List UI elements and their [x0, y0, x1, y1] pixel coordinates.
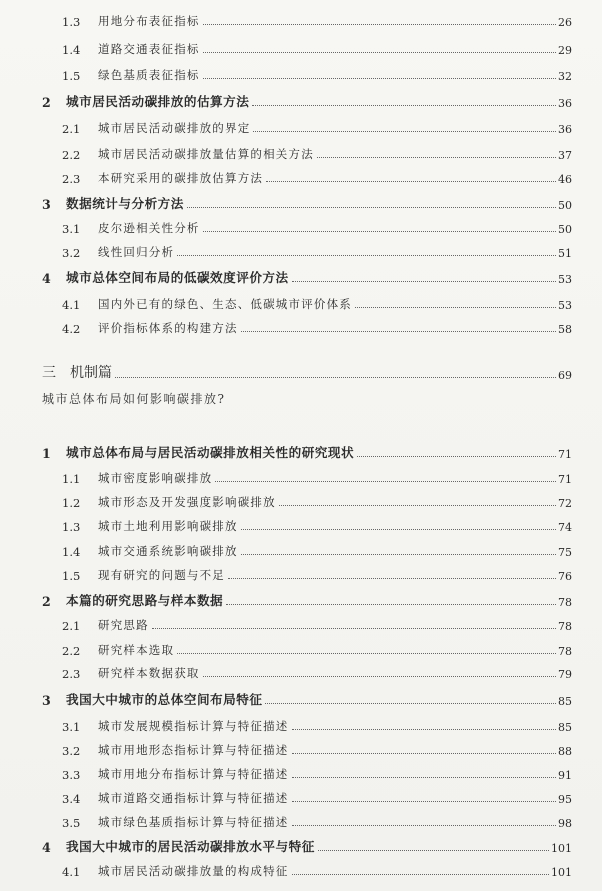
dot-leader — [292, 873, 550, 875]
toc-page-number: 53 — [558, 299, 572, 312]
toc-page-number: 85 — [558, 721, 572, 734]
toc-page-number: 91 — [558, 769, 572, 782]
toc-number: 3 — [42, 693, 51, 708]
dot-leader — [215, 480, 556, 482]
toc-title: 我国大中城市的总体空间布局特征 — [66, 692, 263, 707]
toc-page-number: 26 — [558, 16, 572, 29]
toc-page-number: 78 — [558, 620, 572, 633]
toc-page-number: 58 — [558, 323, 572, 336]
toc-title: 皮尔逊相关性分析 — [98, 221, 200, 235]
toc-page-number: 79 — [558, 668, 572, 681]
dot-leader — [203, 675, 556, 677]
toc-section[interactable] — [0, 636, 602, 658]
toc-title: 城市发展规模指标计算与特征描述 — [98, 719, 289, 733]
toc-page-number: 78 — [558, 596, 572, 609]
dot-leader — [203, 230, 556, 232]
toc-number: 2.2 — [62, 644, 81, 658]
toc-page-number: 88 — [558, 745, 572, 758]
toc-page-number: 85 — [558, 695, 572, 708]
toc-number: 3 — [42, 197, 51, 212]
toc-section[interactable] — [0, 114, 602, 136]
part-subtitle: 城市总体布局如何影响碳排放? — [42, 392, 226, 406]
toc-section[interactable] — [0, 760, 602, 782]
toc-title: 绿色基质表征指标 — [98, 68, 200, 82]
dot-leader — [279, 504, 556, 506]
toc-number: 三 — [42, 365, 56, 381]
toc-chapter[interactable] — [0, 833, 602, 855]
toc-title: 城市总体布局与居民活动碳排放相关性的研究现状 — [66, 445, 355, 460]
toc-number: 4.2 — [62, 322, 81, 336]
toc-section[interactable] — [0, 611, 602, 633]
toc-title: 本篇的研究思路与样本数据 — [66, 593, 224, 608]
toc-page-number: 51 — [558, 247, 572, 260]
toc-number: 2.3 — [62, 172, 81, 186]
toc-title: 城市绿色基质指标计算与特征描述 — [98, 815, 289, 829]
toc-number: 1.3 — [62, 15, 81, 29]
toc-title: 研究样本选取 — [98, 643, 175, 657]
toc-page-number: 32 — [558, 70, 572, 83]
dot-leader — [177, 652, 556, 654]
toc-title: 用地分布表征指标 — [98, 14, 200, 28]
toc-title: 现有研究的问题与不足 — [98, 568, 225, 582]
toc-section[interactable] — [0, 314, 602, 336]
toc-page-number: 71 — [558, 473, 572, 486]
dot-leader — [253, 130, 556, 132]
toc-section[interactable] — [0, 238, 602, 260]
toc-title: 机制篇 — [70, 365, 112, 381]
toc-number: 4 — [42, 840, 51, 855]
dot-leader — [115, 376, 556, 378]
toc-section[interactable] — [0, 214, 602, 236]
toc-page-number: 95 — [558, 793, 572, 806]
dot-leader — [355, 306, 556, 308]
toc-number: 3.3 — [62, 768, 81, 782]
toc-section[interactable] — [0, 808, 602, 830]
toc-section[interactable] — [0, 61, 602, 83]
toc-chapter[interactable] — [0, 439, 602, 461]
toc-number: 1.5 — [62, 69, 81, 83]
dot-leader — [187, 206, 556, 208]
toc-chapter[interactable] — [0, 264, 602, 286]
toc-title: 数据统计与分析方法 — [66, 196, 184, 211]
toc-number: 2.1 — [62, 122, 81, 136]
toc-page-number: 76 — [558, 570, 572, 583]
toc-number: 2.2 — [62, 148, 81, 162]
toc-title: 城市用地形态指标计算与特征描述 — [98, 743, 289, 757]
toc-chapter[interactable] — [0, 686, 602, 708]
toc-section[interactable] — [0, 736, 602, 758]
toc-title: 城市密度影响碳排放 — [98, 471, 213, 485]
toc-number: 1.4 — [62, 43, 81, 57]
toc-page-number: 78 — [558, 645, 572, 658]
dot-leader — [266, 180, 556, 182]
toc-page-number: 50 — [558, 223, 572, 236]
toc-number: 4 — [42, 271, 51, 286]
dot-leader — [203, 51, 556, 53]
toc-part[interactable] — [0, 360, 602, 382]
toc-section[interactable] — [0, 659, 602, 681]
toc-title: 道路交通表征指标 — [98, 42, 200, 56]
toc-number: 1.5 — [62, 569, 81, 583]
toc-page-number: 50 — [558, 199, 572, 212]
toc-page-number: 36 — [558, 97, 572, 110]
toc-section[interactable] — [0, 35, 602, 57]
dot-leader — [241, 330, 556, 332]
toc-section[interactable] — [0, 561, 602, 583]
toc-section[interactable] — [0, 512, 602, 534]
toc-section[interactable] — [0, 857, 602, 879]
toc-section[interactable] — [0, 488, 602, 510]
toc-chapter[interactable] — [0, 587, 602, 609]
toc-page-number: 72 — [558, 497, 572, 510]
toc-number: 2 — [42, 95, 51, 110]
toc-number: 1.2 — [62, 496, 81, 510]
toc-section[interactable] — [0, 537, 602, 559]
toc-number: 3.1 — [62, 222, 81, 236]
dot-leader — [228, 577, 556, 579]
toc-number: 2.3 — [62, 667, 81, 681]
dot-leader — [318, 849, 549, 851]
dot-leader — [203, 23, 556, 25]
toc-page-number: 69 — [558, 369, 572, 382]
toc-number: 4.1 — [62, 865, 81, 879]
toc-section[interactable] — [0, 140, 602, 162]
toc-title: 城市形态及开发强度影响碳排放 — [98, 495, 276, 509]
toc-section[interactable] — [0, 784, 602, 806]
dot-leader — [252, 104, 556, 106]
toc-page-number: 101 — [551, 842, 572, 855]
toc-title: 我国大中城市的居民活动碳排放水平与特征 — [66, 839, 315, 854]
toc-title: 城市居民活动碳排放量的构成特征 — [98, 864, 289, 878]
toc-number: 1 — [42, 446, 51, 461]
dot-leader — [292, 280, 556, 282]
toc-title: 研究样本数据获取 — [98, 666, 200, 680]
dot-leader — [241, 553, 556, 555]
dot-leader — [292, 800, 557, 802]
toc-chapter[interactable] — [0, 190, 602, 212]
toc-title: 城市道路交通指标计算与特征描述 — [98, 791, 289, 805]
toc-number: 3.2 — [62, 246, 81, 260]
toc-title: 城市居民活动碳排放的界定 — [98, 121, 251, 135]
toc-chapter[interactable] — [0, 88, 602, 110]
toc-title: 城市用地分布指标计算与特征描述 — [98, 767, 289, 781]
dot-leader — [317, 156, 556, 158]
toc-number: 3.1 — [62, 720, 81, 734]
toc-number: 2.1 — [62, 619, 81, 633]
dot-leader — [177, 254, 556, 256]
toc-title: 研究思路 — [98, 618, 149, 632]
toc-section[interactable] — [0, 464, 602, 486]
toc-number: 3.4 — [62, 792, 81, 806]
toc-number: 1.1 — [62, 472, 81, 486]
toc-title: 城市居民活动碳排放的估算方法 — [66, 94, 250, 109]
toc-page-number: 53 — [558, 273, 572, 286]
toc-title: 城市总体空间布局的低碳效度评价方法 — [66, 270, 289, 285]
toc-number: 4.1 — [62, 298, 81, 312]
toc-number: 1.3 — [62, 520, 81, 534]
toc-title: 国内外已有的绿色、生态、低碳城市评价体系 — [98, 297, 352, 311]
toc-number: 3.5 — [62, 816, 81, 830]
toc-number: 2 — [42, 594, 51, 609]
dot-leader — [226, 603, 556, 605]
toc-title: 城市土地利用影响碳排放 — [98, 519, 238, 533]
dot-leader — [292, 728, 557, 730]
toc-section[interactable] — [0, 7, 602, 29]
toc-number: 1.4 — [62, 545, 81, 559]
toc-title: 线性回归分析 — [98, 245, 175, 259]
toc-title: 评价指标体系的构建方法 — [98, 321, 238, 335]
toc-page-number: 46 — [558, 173, 572, 186]
toc-section[interactable] — [0, 290, 602, 312]
toc-title: 城市交通系统影响碳排放 — [98, 544, 238, 558]
toc-section[interactable] — [0, 712, 602, 734]
toc-title: 本研究采用的碳排放估算方法 — [98, 171, 264, 185]
toc-page-number: 101 — [551, 866, 572, 879]
dot-leader — [292, 752, 557, 754]
dot-leader — [241, 528, 556, 530]
toc-title: 城市居民活动碳排放量估算的相关方法 — [98, 147, 314, 161]
toc-page-number: 37 — [558, 149, 572, 162]
dot-leader — [265, 702, 556, 704]
dot-leader — [203, 77, 556, 79]
toc-page-number: 36 — [558, 123, 572, 136]
dot-leader — [357, 455, 556, 457]
toc-page-number: 98 — [558, 817, 572, 830]
toc-page-number: 74 — [558, 521, 572, 534]
toc-number: 3.2 — [62, 744, 81, 758]
dot-leader — [292, 776, 557, 778]
toc-page-number: 75 — [558, 546, 572, 559]
toc-page-number: 71 — [558, 448, 572, 461]
dot-leader — [292, 824, 557, 826]
dot-leader — [152, 627, 556, 629]
toc-section[interactable] — [0, 164, 602, 186]
toc-page-number: 29 — [558, 44, 572, 57]
